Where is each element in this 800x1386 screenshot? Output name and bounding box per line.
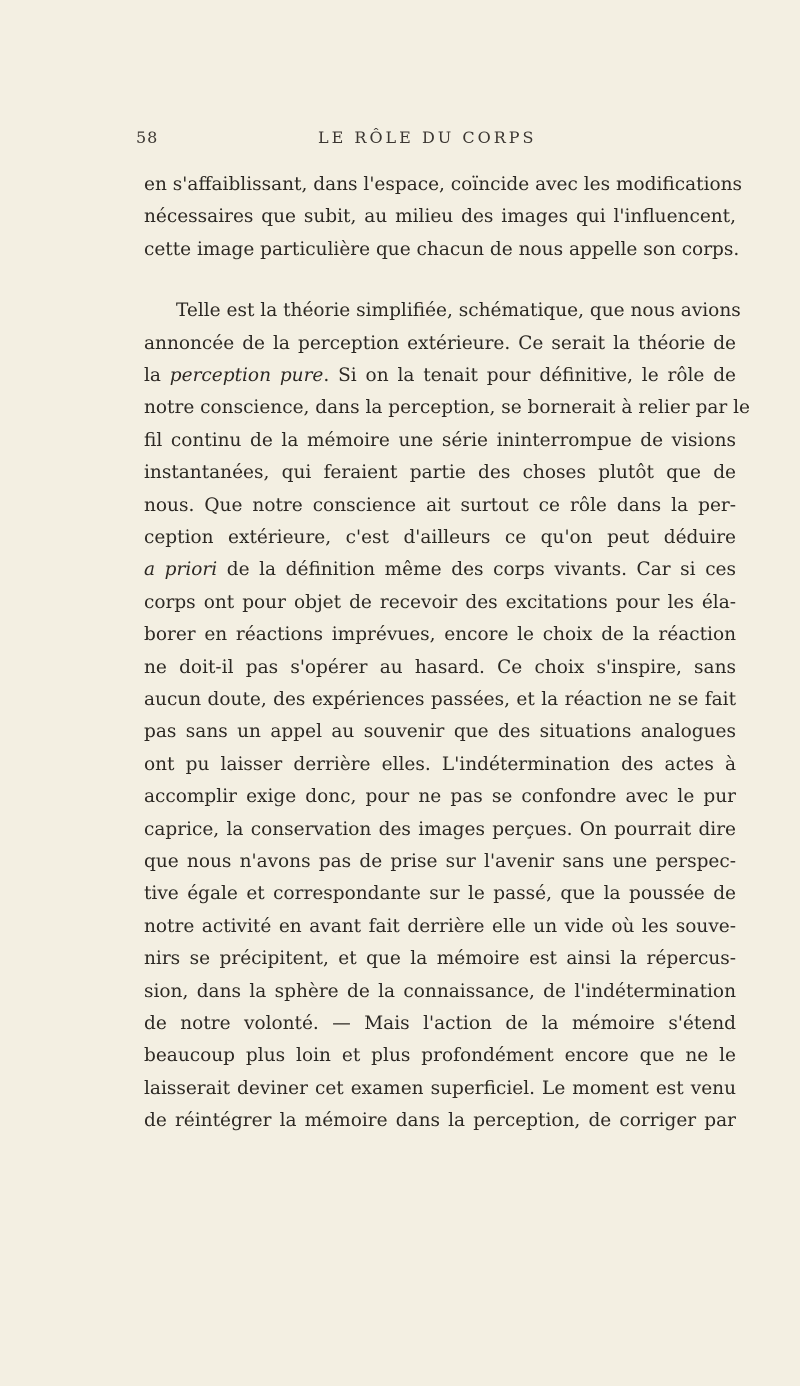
text-line: caprice, la conservation des images perçues. On pourrait dire (144, 818, 736, 840)
text-line: tive égale et correspondante sur le passé, que la poussée de (144, 883, 736, 905)
text-line: que nous n'avons pas de prise sur l'avenir sans une perspec- (144, 851, 736, 872)
text-line: aucun doute, des expériences passées, et la réaction ne se fait (144, 689, 736, 710)
page-number: 58 (136, 128, 159, 147)
text-line: ont pu laisser derrière elles. L'indétermination des actes à (144, 753, 736, 775)
text-line: pas sans un appel au souvenir que des situations analogues (144, 721, 736, 743)
text-line: instantanées, qui feraient partie des choses plutôt que de (144, 462, 736, 484)
text-line: laisserait deviner cet examen superficiel. Le moment est venu (144, 1077, 736, 1099)
text-line: de réintégrer la mémoire dans la perception, de corriger par (144, 1110, 736, 1132)
text-line: annoncée de la perception extérieure. Ce serait la théorie de (144, 332, 736, 354)
text-line: notre activité en avant fait derrière elle un vide où les souve- (144, 915, 736, 937)
text-line: corps ont pour objet de recevoir des excitations pour les éla- (144, 591, 736, 613)
text-line: nous. Que notre conscience ait surtout ce rôle dans la per- (144, 494, 736, 516)
text-line: cette image particulière que chacun de nous appelle son corps. (144, 238, 740, 260)
text-line: sion, dans la sphère de la connaissance, de l'indétermination (144, 980, 736, 1002)
italic-phrase: perception pure (169, 365, 324, 386)
italic-phrase: a priori (144, 559, 218, 581)
text-line: ne doit-il pas s'opérer au hasard. Ce choix s'inspire, sans (144, 656, 736, 678)
text-line: accomplir exige donc, pour ne pas se confondre avec le pur (144, 786, 736, 808)
page-header (0, 128, 800, 154)
text-line: nirs se précipitent, et que la mémoire est ainsi la répercus- (144, 948, 736, 970)
text-line: Telle est la théorie simplifiée, schématique, que nous avions (176, 300, 741, 322)
text-line: borer en réactions imprévues, encore le choix de la réaction (144, 624, 736, 646)
text-line: ception extérieure, c'est d'ailleurs ce qu'on peut déduire (144, 527, 736, 548)
text-line: nécessaires que subit, au milieu des images qui l'influencent, (144, 206, 736, 228)
text-line: la perception pure. Si on la tenait pour définitive, le rôle de (144, 365, 736, 386)
running-title: LE RÔLE DU CORPS (318, 128, 537, 147)
text-line: beaucoup plus loin et plus profondément encore que ne le (144, 1045, 736, 1067)
text-line: a priori de la définition même des corps vivants. Car si ces (144, 559, 736, 581)
text-line: fil continu de la mémoire une série ininterrompue de visions (144, 429, 736, 451)
text-line: notre conscience, dans la perception, se bornerait à relier par le (144, 397, 751, 419)
text-line: de notre volonté. — Mais l'action de la mémoire s'étend (144, 1013, 736, 1034)
text-line: en s'affaiblissant, dans l'espace, coïncide avec les modifications (144, 174, 743, 195)
